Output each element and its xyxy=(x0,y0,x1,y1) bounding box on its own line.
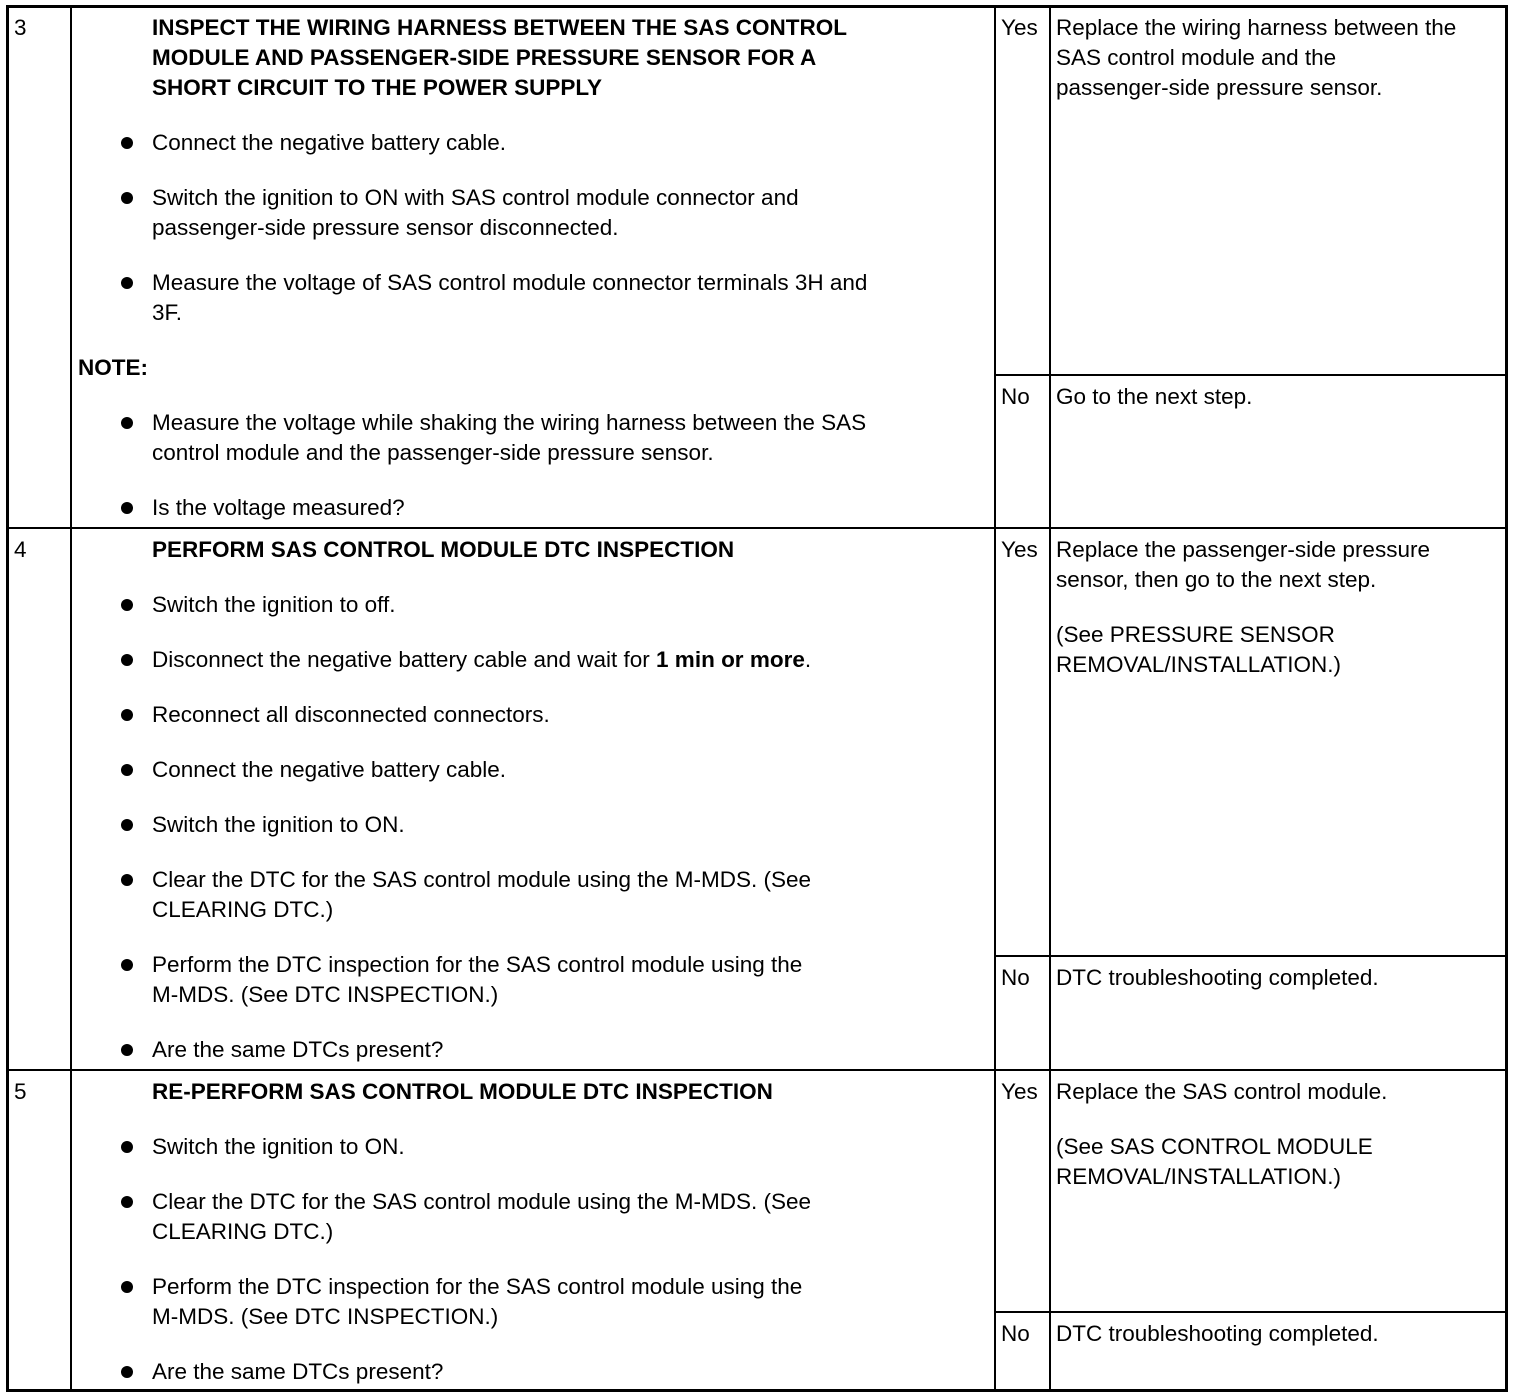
bullet-icon xyxy=(121,1196,133,1208)
no-action-text: Go to the next step. xyxy=(1056,384,1253,409)
bullet-icon xyxy=(121,1141,133,1153)
instruction-item xyxy=(71,1035,995,1065)
yes-action-text: Replace the wiring harness between the SAS control module and the passenger-side pressure sensor. xyxy=(1056,15,1457,100)
instruction-text: Are the same DTCs present? xyxy=(152,1359,444,1384)
no-action-text: DTC troubleshooting completed. xyxy=(1056,1321,1379,1346)
bullet-icon xyxy=(121,599,133,611)
bullet-icon xyxy=(121,1281,133,1293)
bullet-icon xyxy=(121,502,133,514)
step-number: 4 xyxy=(14,537,27,562)
no-result xyxy=(1050,956,1505,1070)
step-title xyxy=(71,535,995,565)
bullet-icon xyxy=(121,417,133,429)
instruction-text: PERFORM SAS CONTROL MODULE DTC INSPECTION xyxy=(152,537,735,562)
instruction-text: Switch the ignition to ON. xyxy=(152,812,405,837)
bullet-icon xyxy=(121,874,133,886)
yes-label: Yes xyxy=(1001,537,1038,562)
instruction-item xyxy=(71,1357,995,1387)
bullet-icon xyxy=(121,654,133,666)
bullet-icon xyxy=(121,277,133,289)
instruction-text: Connect the negative battery cable. xyxy=(152,757,506,782)
instruction-text: Switch the ignition to ON with SAS control module connector and passenger-side pressure sensor disconnected. xyxy=(152,185,799,240)
yes-result xyxy=(1050,6,1505,375)
bullet-icon xyxy=(121,819,133,831)
instruction-text: Switch the ignition to ON. xyxy=(152,1134,405,1159)
yes-label: Yes xyxy=(1001,1079,1038,1104)
step-instructions xyxy=(71,1070,995,1390)
instruction-item xyxy=(71,700,995,730)
instruction-text: Measure the voltage of SAS control module connector terminals 3H and 3F. xyxy=(152,270,868,325)
bullet-icon xyxy=(121,1044,133,1056)
instruction-text: Measure the voltage while shaking the wiring harness between the SAS control module and the passenger-side pressure sensor. xyxy=(152,410,867,465)
instruction-text: Perform the DTC inspection for the SAS control module using the M-MDS. (See DTC INSPECTION.) xyxy=(152,1274,803,1329)
instruction-text: Clear the DTC for the SAS control module using the M-MDS. (See CLEARING DTC.) xyxy=(152,1189,812,1244)
instruction-item xyxy=(71,865,995,925)
instruction-item xyxy=(71,1132,995,1162)
yes-action-text: (See PRESSURE SENSOR REMOVAL/INSTALLATION.) xyxy=(1056,622,1342,677)
step-instructions xyxy=(71,6,995,528)
instruction-text-end: . xyxy=(804,647,812,672)
instruction-item xyxy=(71,645,995,675)
no-action-text: DTC troubleshooting completed. xyxy=(1056,965,1379,990)
bullet-icon xyxy=(121,959,133,971)
instruction-item xyxy=(71,810,995,840)
instruction-item xyxy=(71,1272,995,1332)
instruction-item xyxy=(71,755,995,785)
instruction-text: Clear the DTC for the SAS control module using the M-MDS. (See CLEARING DTC.) xyxy=(152,867,812,922)
bullet-icon xyxy=(121,1366,133,1378)
instruction-item xyxy=(71,268,995,328)
yes-action-text: Replace the SAS control module. xyxy=(1056,1079,1388,1104)
no-label: No xyxy=(1001,384,1030,409)
yes-result xyxy=(1050,528,1505,956)
no-result xyxy=(1050,375,1505,528)
instruction-text: RE-PERFORM SAS CONTROL MODULE DTC INSPECTION xyxy=(152,1079,773,1104)
bullet-icon xyxy=(121,137,133,149)
yes-action-text: Replace the passenger-side pressure sensor, then go to the next step. xyxy=(1056,537,1430,592)
instruction-item xyxy=(71,590,995,620)
no-label: No xyxy=(1001,1321,1030,1346)
instruction-text: Switch the ignition to off. xyxy=(152,592,396,617)
instruction-text: NOTE: xyxy=(78,355,148,380)
step-title xyxy=(71,13,995,103)
instruction-item xyxy=(71,1187,995,1247)
yes-result xyxy=(1050,1070,1505,1312)
bullet-icon xyxy=(121,709,133,721)
instruction-text: Disconnect the negative battery cable and wait for xyxy=(152,647,657,672)
step-number: 5 xyxy=(14,1079,27,1104)
instruction-text: INSPECT THE WIRING HARNESS BETWEEN THE SAS CONTROL MODULE AND PASSENGER-SIDE PRESSURE SENSOR FOR A SHORT CIRCUIT TO THE POWER SUPPLY xyxy=(152,15,848,100)
instruction-item xyxy=(71,493,995,523)
instruction-item xyxy=(71,128,995,158)
note-label xyxy=(71,353,995,383)
step-instructions xyxy=(71,528,995,1070)
bullet-icon xyxy=(121,764,133,776)
yes-label: Yes xyxy=(1001,15,1038,40)
instruction-text: Are the same DTCs present? xyxy=(152,1037,444,1062)
instruction-item xyxy=(71,950,995,1010)
instruction-item xyxy=(71,183,995,243)
yes-action-text: (See SAS CONTROL MODULE REMOVAL/INSTALLATION.) xyxy=(1056,1134,1373,1189)
instruction-item xyxy=(71,408,995,468)
instruction-text: Reconnect all disconnected connectors. xyxy=(152,702,550,727)
no-label: No xyxy=(1001,965,1030,990)
instruction-text: Perform the DTC inspection for the SAS control module using the M-MDS. (See DTC INSPECTION.) xyxy=(152,952,803,1007)
emphasis-text: 1 min or more xyxy=(656,647,805,672)
bullet-icon xyxy=(121,192,133,204)
instruction-text: Connect the negative battery cable. xyxy=(152,130,506,155)
instruction-text: Is the voltage measured? xyxy=(152,495,405,520)
no-result xyxy=(1050,1312,1505,1390)
step-number: 3 xyxy=(14,15,27,40)
step-title xyxy=(71,1077,995,1107)
